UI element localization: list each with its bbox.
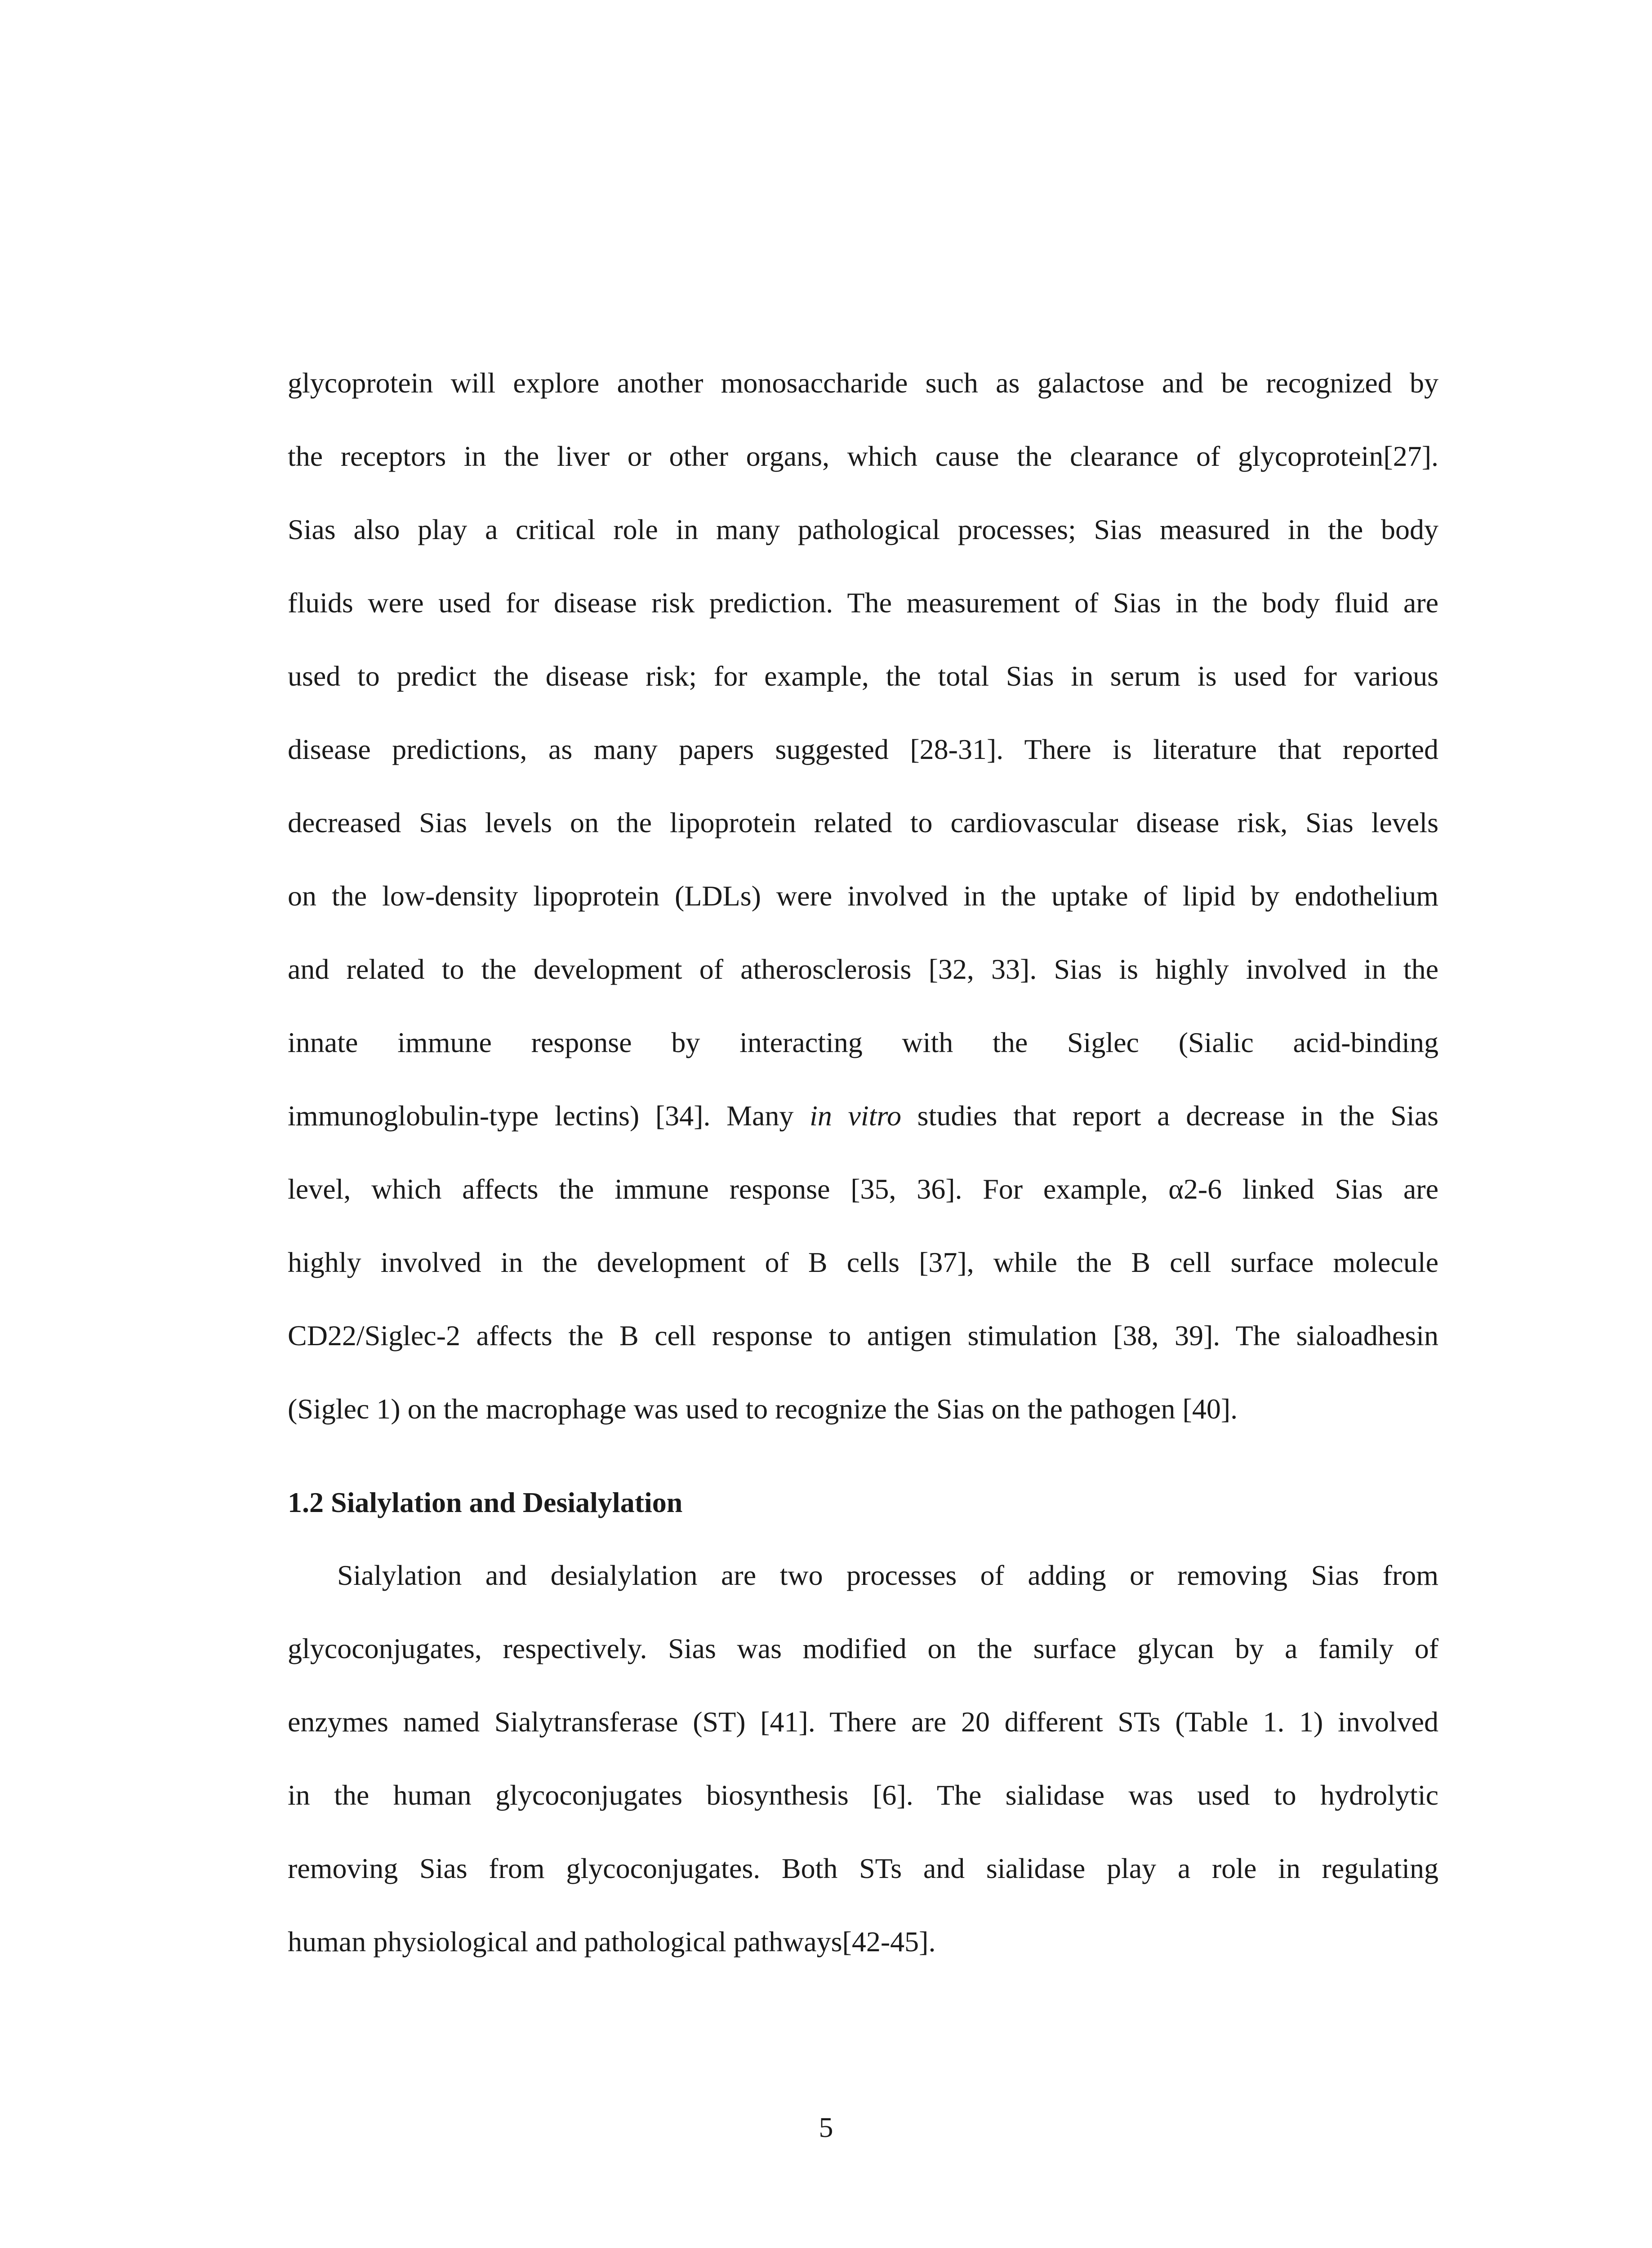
text-line: highly involved in the development of B cells [37], while the B cell surface molecule bbox=[288, 1246, 1438, 1278]
text-line: glycoconjugates, respectively. Sias was modified on the surface glycan by a family of bbox=[288, 1632, 1438, 1664]
section-heading: 1.2 Sialylation and Desialylation bbox=[288, 1486, 683, 1518]
text-segment: immunoglobulin-type lectins) [34]. Many bbox=[288, 1100, 810, 1132]
text-line: used to predict the disease risk; for example, the total Sias in serum is used for various bbox=[288, 660, 1438, 692]
text-line: glycoprotein will explore another monosaccharide such as galactose and be recognized by bbox=[288, 367, 1438, 399]
text-line: decreased Sias levels on the lipoprotein related to cardiovascular disease risk, Sias levels bbox=[288, 807, 1438, 839]
text-line: level, which affects the immune response [35, 36]. For example, α2-6 linked Sias are bbox=[288, 1173, 1438, 1205]
text-line: human physiological and pathological pathways[42-45]. bbox=[288, 1926, 936, 1958]
text-line-with-italic bbox=[288, 1098, 1438, 1134]
text-line: in the human glycoconjugates biosynthesis [6]. The sialidase was used to hydrolytic bbox=[288, 1779, 1438, 1811]
italic-term: in vitro bbox=[810, 1100, 902, 1132]
text-line: Sialylation and desialylation are two processes of adding or removing Sias from bbox=[337, 1559, 1438, 1591]
text-line: the receptors in the liver or other organs, which cause the clearance of glycoprotein[27]. bbox=[288, 440, 1438, 472]
text-segment: studies that report a decrease in the Sias bbox=[901, 1100, 1439, 1132]
text-line: on the low-density lipoprotein (LDLs) were involved in the uptake of lipid by endothelium bbox=[288, 880, 1438, 912]
text-line: innate immune response by interacting with the Siglec (Sialic acid-binding bbox=[288, 1026, 1438, 1058]
text-line: Sias also play a critical role in many pathological processes; Sias measured in the body bbox=[288, 513, 1438, 545]
page-number: 5 bbox=[819, 2111, 833, 2143]
text-line: fluids were used for disease risk prediction. The measurement of Sias in the body fluid are bbox=[288, 587, 1438, 619]
text-line: and related to the development of atherosclerosis [32, 33]. Sias is highly involved in the bbox=[288, 953, 1438, 985]
text-line: disease predictions, as many papers suggested [28-31]. There is literature that reported bbox=[288, 733, 1438, 765]
text-line: (Siglec 1) on the macrophage was used to recognize the Sias on the pathogen [40]. bbox=[288, 1393, 1238, 1425]
text-line: enzymes named Sialytransferase (ST) [41]. There are 20 different STs (Table 1. 1) involved bbox=[288, 1706, 1438, 1738]
text-line: CD22/Siglec-2 affects the B cell response to antigen stimulation [38, 39]. The sialoadhesin bbox=[288, 1320, 1438, 1351]
text-line: removing Sias from glycoconjugates. Both STs and sialidase play a role in regulating bbox=[288, 1852, 1438, 1884]
